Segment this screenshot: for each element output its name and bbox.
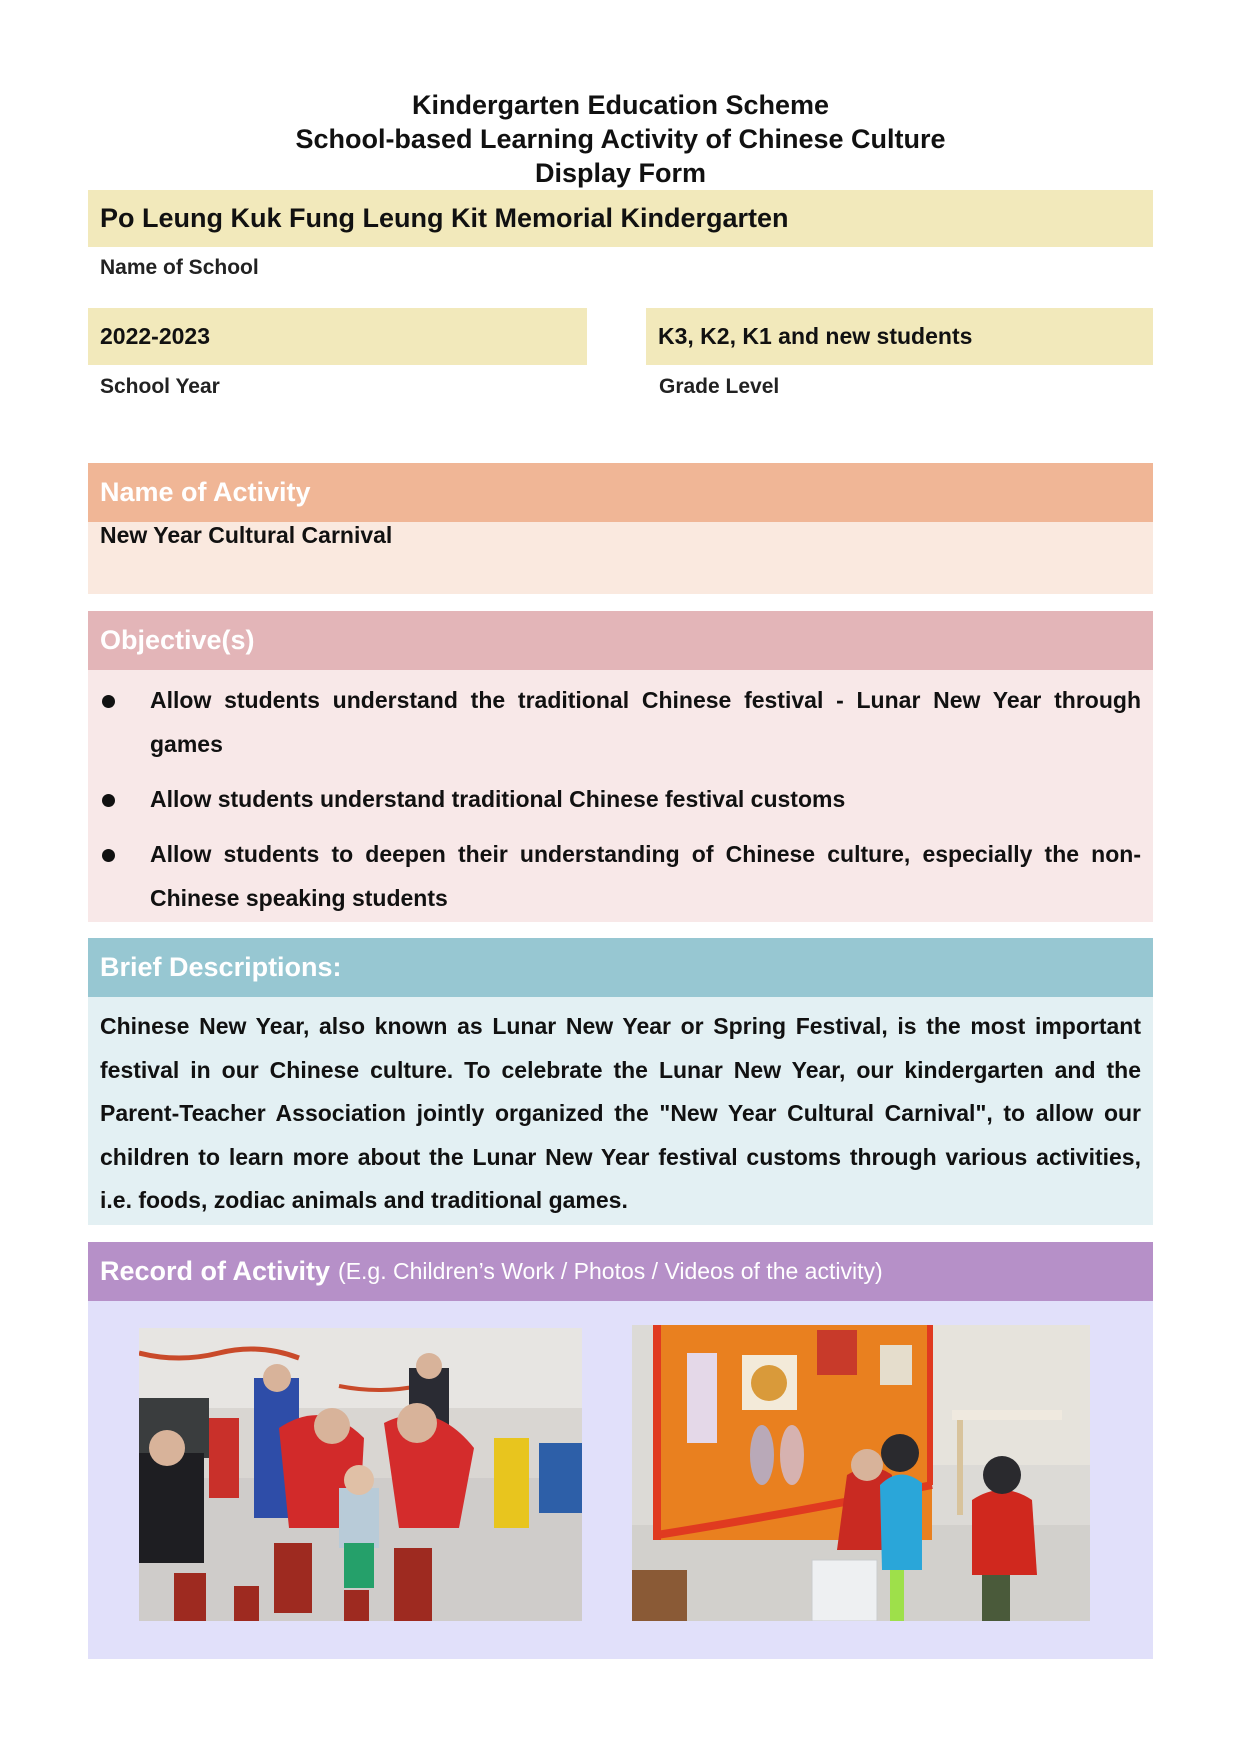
objective-item: Allow students understand traditional Chinese festival customs <box>88 777 1153 821</box>
description-section-header <box>88 938 1153 997</box>
activity-photo-display-board <box>632 1325 1090 1621</box>
record-subheader-label: (E.g. Children’s Work / Photos / Videos of the activity) <box>338 1258 883 1284</box>
title-line-form: Display Form <box>534 158 707 188</box>
record-section-header <box>88 1242 1153 1301</box>
activity-photo-firecracker-game <box>139 1328 582 1621</box>
form-title <box>0 88 1241 190</box>
objectives-list <box>88 678 1153 920</box>
objective-item: Allow students understand the traditional Chinese festival - Lunar New Year through games <box>88 678 1153 766</box>
school-year-label: School Year <box>100 375 220 398</box>
title-line-scheme: Kindergarten Education Scheme <box>411 90 830 120</box>
grade-level-field <box>646 308 1153 365</box>
bullet-icon <box>102 695 115 708</box>
school-year-value: 2022-2023 <box>100 323 210 349</box>
objectives-section-header <box>88 611 1153 670</box>
objective-item: Allow students to deepen their understanding of Chinese culture, especially the non-Chinese speaking students <box>88 832 1153 920</box>
title-line-activity: School-based Learning Activity of Chinese Culture <box>295 124 946 154</box>
description-section-body <box>88 997 1153 1225</box>
school-name-label: Name of School <box>100 256 259 279</box>
activity-section-body <box>88 522 1153 594</box>
bullet-icon <box>102 794 115 807</box>
school-name-field <box>88 190 1153 247</box>
record-header-label: Record of Activity <box>100 1256 331 1286</box>
school-name-value: Po Leung Kuk Fung Leung Kit Memorial Kindergarten <box>100 203 789 233</box>
photo-2-image <box>632 1325 1090 1621</box>
description-header-label: Brief Descriptions: <box>100 952 342 982</box>
grade-level-label: Grade Level <box>659 375 780 398</box>
activity-name-value: New Year Cultural Carnival <box>100 522 393 548</box>
objectives-header-label: Objective(s) <box>100 625 255 655</box>
activity-section-header <box>88 463 1153 522</box>
activity-header-label: Name of Activity <box>100 477 311 507</box>
school-year-field <box>88 308 587 365</box>
objectives-section-body <box>88 670 1153 922</box>
photo-1-image <box>139 1328 582 1621</box>
description-text: Chinese New Year, also known as Lunar New Year or Spring Festival, is the most important festival in our Chinese culture. To celebrate the Lunar New Year, our kindergarten and the Parent-Teacher Association jointly organized the "New Year Cultural Carnival", to allow our children to learn more about the Lunar New Year festival customs through various activities, i.e. foods, zodiac animals and traditional games. <box>100 1013 1141 1213</box>
bullet-icon <box>102 849 115 862</box>
grade-level-value: K3, K2, K1 and new students <box>658 323 973 349</box>
